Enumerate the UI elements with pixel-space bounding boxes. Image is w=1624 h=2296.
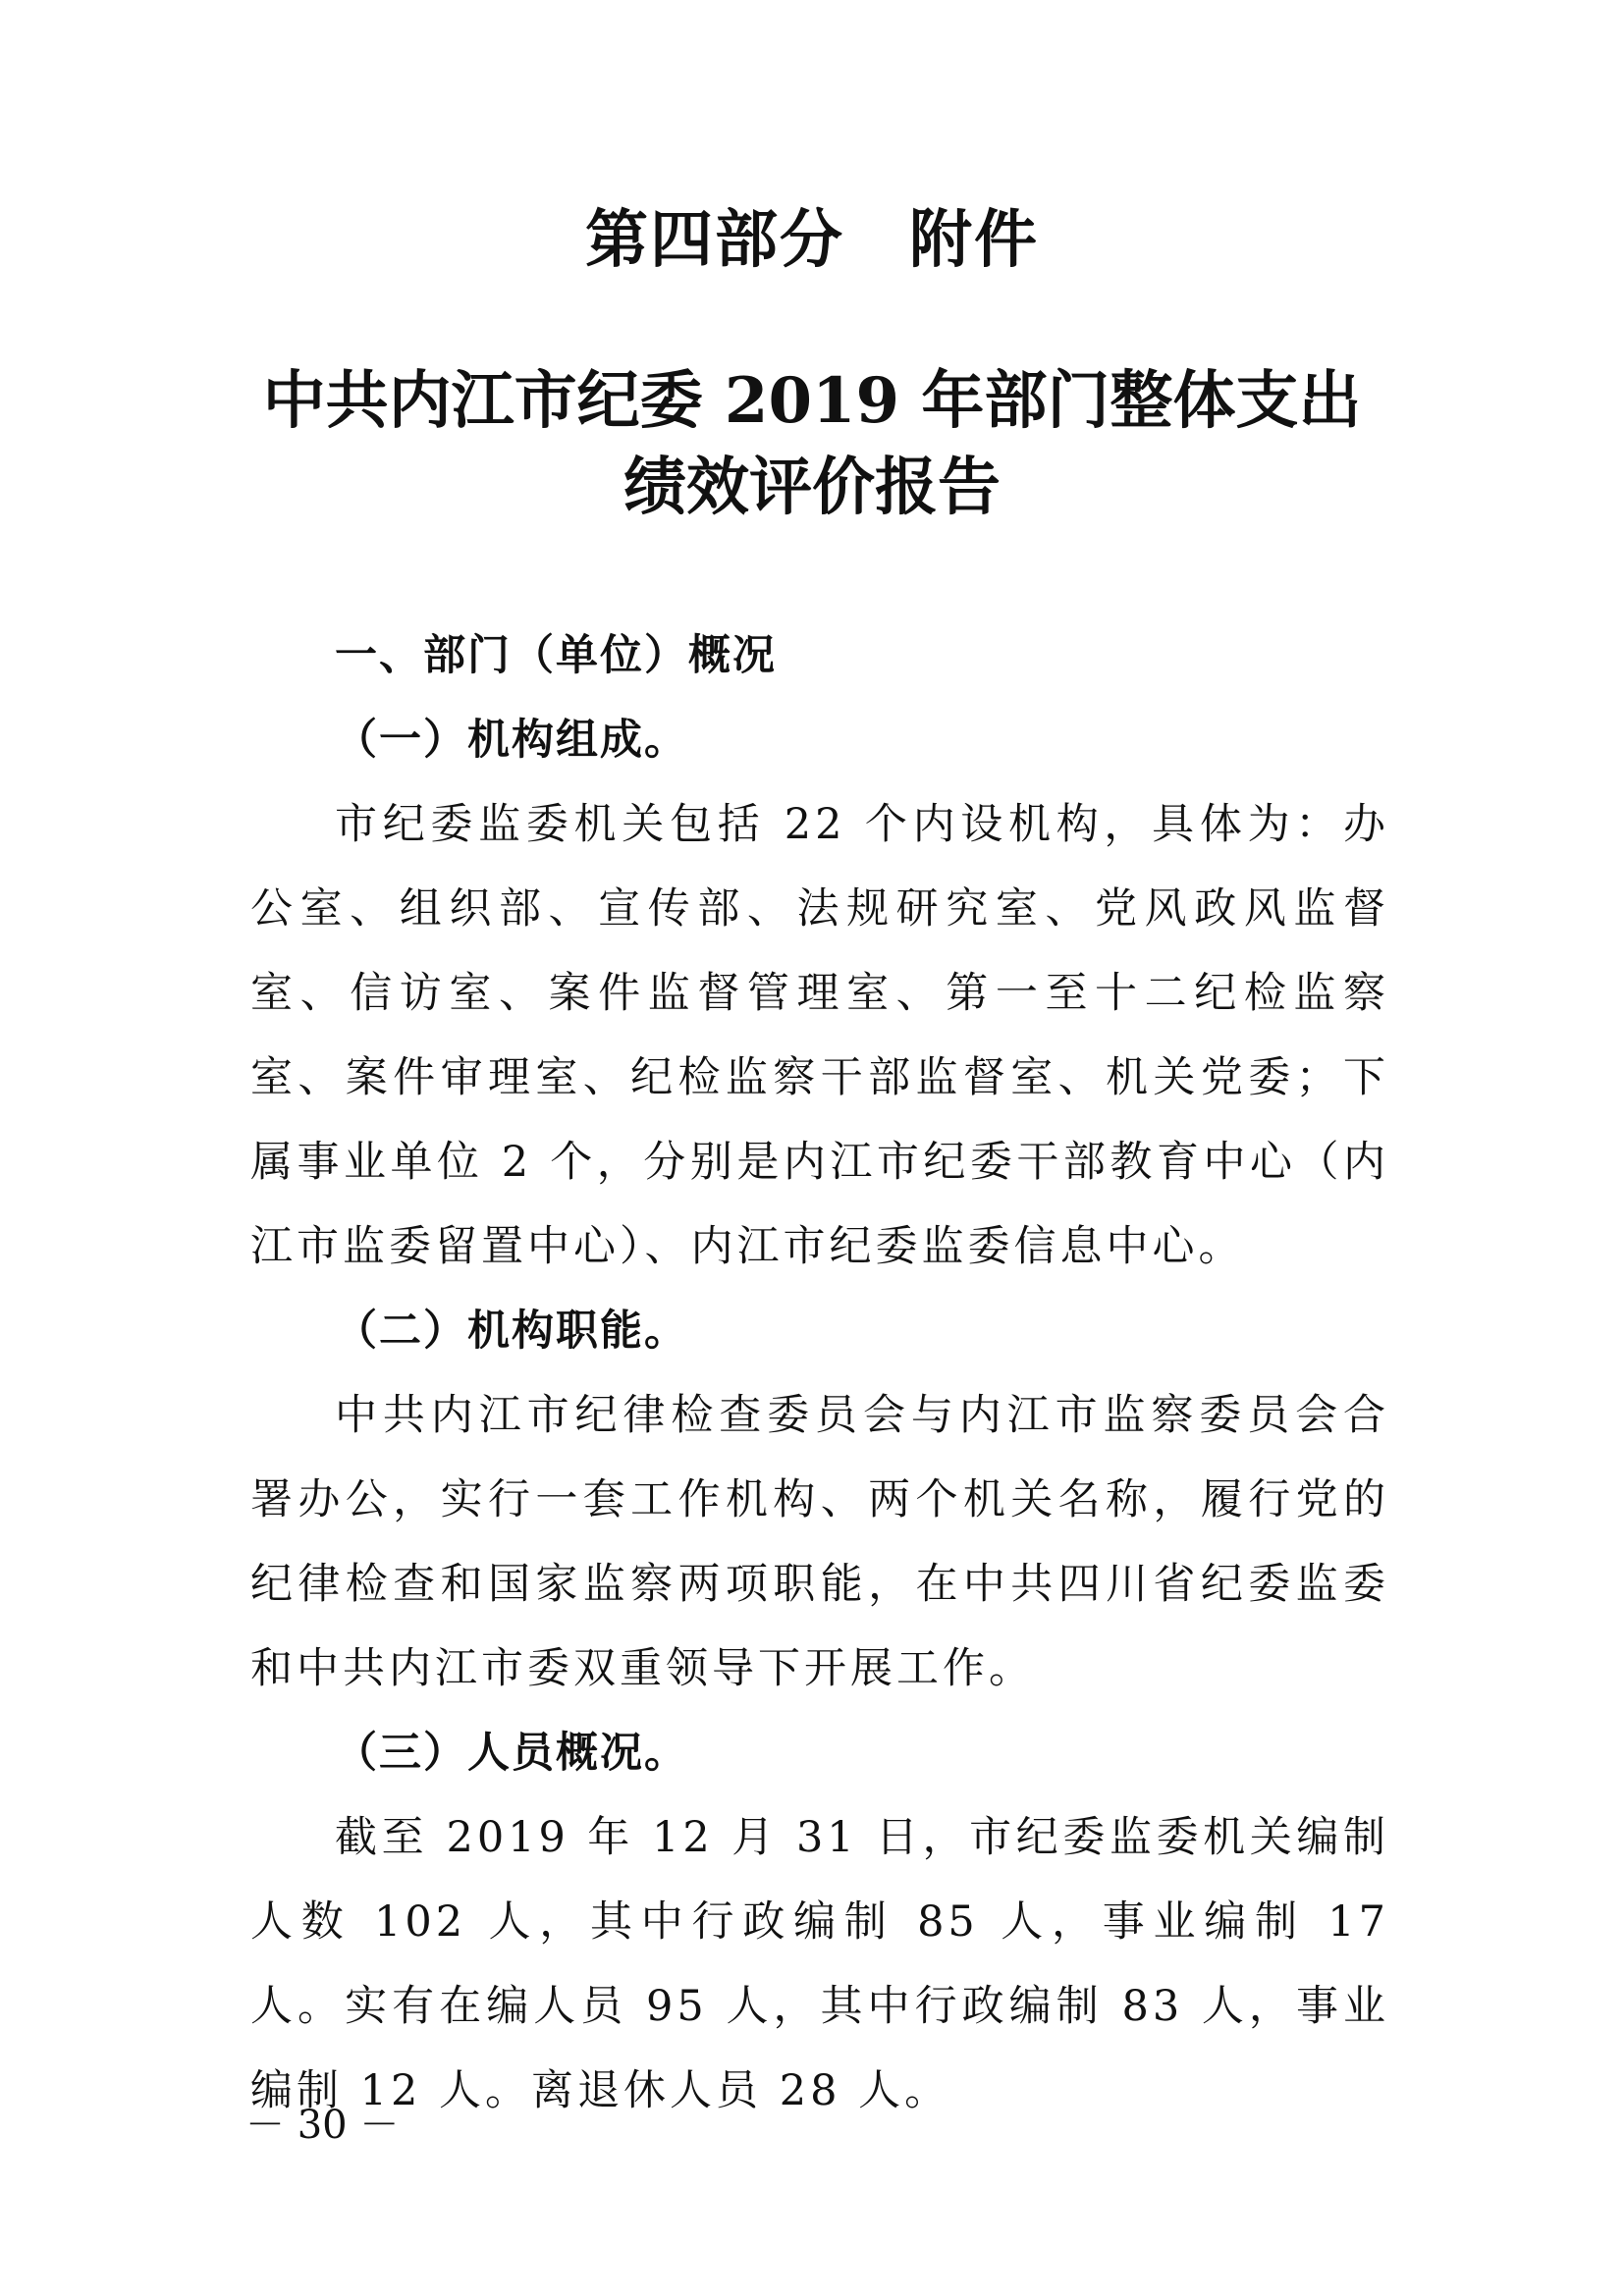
document-body: [250, 614, 1389, 2133]
report-title-line2: 绩效评价报告: [623, 451, 1001, 524]
subheading-staff-overview: （三）人员概况。: [335, 1729, 688, 1778]
page-number: － 30 －: [245, 2103, 400, 2148]
report-title-line1: 中共内江市纪委 2019 年部门整体支出: [262, 364, 1362, 438]
paragraph-organization-functions: 中共内江市纪律检查委员会与内江市监察委员会合署办公，实行一套工作机构、两个机关名称，履行党的纪律检查和国家监察两项职能，在中共四川省纪委监委和中共内江市委双重领导下开展工作。: [250, 1391, 1389, 1693]
subheading-organization-structure: （一）机构组成。: [335, 716, 688, 765]
report-title: [0, 358, 1624, 531]
paragraph-staff-overview: 截至 2019 年 12 月 31 日，市纪委监委机关编制人数 102 人，其中行政编制 85 人，事业编制 17 人。实有在编人员 95 人，其中行政编制 83 人，事业编制 12 人。离退休人员 28 人。: [250, 1813, 1389, 2115]
paragraph-organization-structure: 市纪委监委机关包括 22 个内设机构，具体为：办公室、组织部、宣传部、法规研究室、党风政风监督室、信访室、案件监督管理室、第一至十二纪检监察室、案件审理室、纪检监察干部监督室、机关党委；下属事业单位 2 个，分别是内江市纪委干部教育中心（内江市监委留置中心）、内江市纪委监委信息中心。: [250, 800, 1389, 1271]
subheading-organization-functions: （二）机构职能。: [335, 1307, 688, 1356]
section-heading-department-overview: 一、部门（单位）概况: [335, 631, 777, 680]
part-title: 第四部分 附件: [585, 203, 1039, 277]
